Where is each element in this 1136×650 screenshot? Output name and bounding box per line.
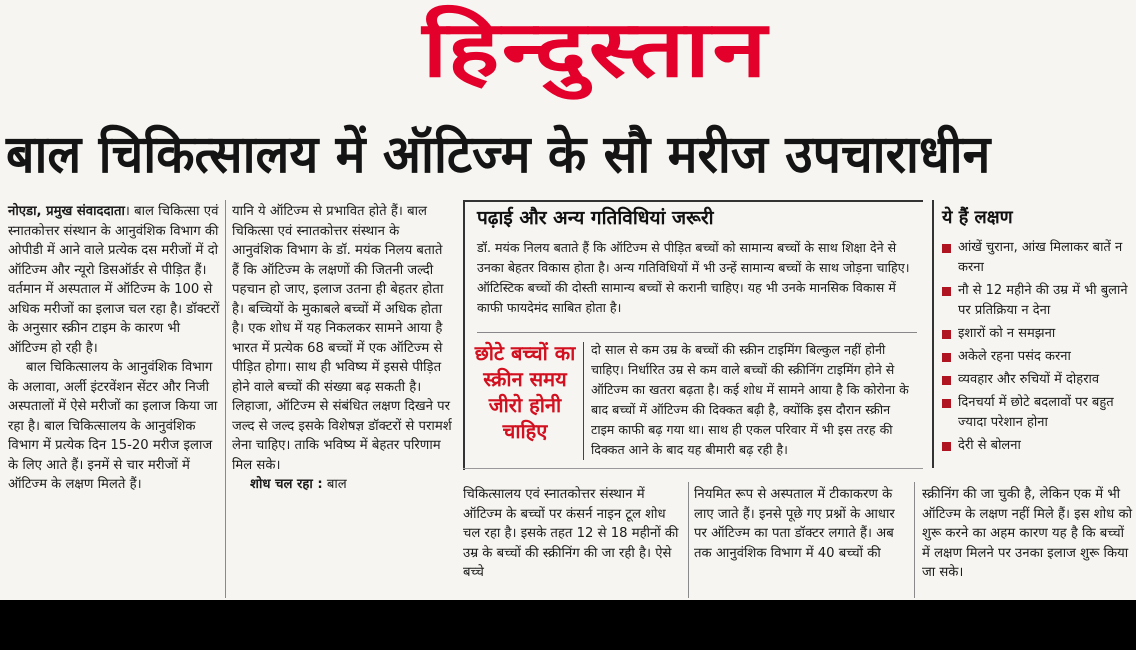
article-column-4 (694, 485, 906, 563)
screen-time-callout: छोटे बच्चों का स्क्रीन समय जीरो होनी चाहिए (474, 341, 576, 443)
column-divider (225, 200, 226, 598)
symptoms-left-rule (932, 200, 934, 468)
symptom-item (942, 238, 1130, 278)
panel-divider (477, 332, 917, 333)
symptom-text: दिनचर्या में छोटे बदलावों पर बहुत ज्यादा परेशान होना (958, 395, 1114, 430)
symptom-item (942, 281, 1130, 321)
column-4-text: नियमित रूप से अस्पताल में टीकाकरण के लाए जाते हैं। इनसे पूछे गए प्रश्नों के आधार पर ऑटिज्म का पता डॉक्टर लगाते हैं। अब तक आनुवंशिक विभाग में 40 बच्चों की (694, 487, 895, 561)
column-divider (914, 482, 915, 598)
square-bullet-icon (942, 353, 951, 362)
square-bullet-icon (942, 287, 951, 296)
symptoms-box (932, 200, 1132, 468)
symptom-item (942, 436, 1130, 456)
symptom-item (942, 393, 1130, 433)
article-column-5 (922, 485, 1132, 583)
masthead-logo: हिन्दुस्तान (422, 5, 770, 95)
panel-title: पढ़ाई और अन्य गतिविधियां जरूरी (477, 207, 714, 229)
symptom-text: देरी से बोलना (958, 438, 1021, 453)
education-panel (463, 200, 923, 470)
symptom-text: अकेले रहना पसंद करना (958, 349, 1071, 364)
symptom-text: व्यवहार और रुचियों में दोहराव (958, 372, 1100, 387)
panel-bottom-rule (463, 468, 923, 469)
masthead (0, 0, 1136, 108)
symptom-item (942, 324, 1130, 344)
column-1-lead-text: । बाल चिकित्सा एवं स्नातकोत्तर संस्थान के आनुवंशिक विभाग की ओपीडी में आने वाले प्रत्येक दस मरीजों में दो ऑटिज्म और न्यूरो डिसऑर्डर से पीड़ित हैं। वर्तमान में अस्पताल में ऑटिज्म के 100 से अधिक मरीजों का इलाज चल रहा है। डॉक्टरों के अनुसार स्क्रीन टाइम के कारण भी ऑटिज्म हो रही है। (8, 204, 220, 356)
square-bullet-icon (942, 244, 951, 253)
article-column-2 (232, 202, 452, 495)
symptom-text: इशारों को न समझना (958, 326, 1056, 341)
symptom-text: नौ से 12 महीने की उम्र में भी बुलाने पर प्रतिक्रिया न देना (958, 283, 1128, 318)
square-bullet-icon (942, 376, 951, 385)
panel-top-rule (463, 200, 923, 202)
symptom-item (942, 347, 1130, 367)
subhead-research: शोध चल रहा : (250, 477, 323, 492)
article-headline: बाल चिकित्सालय में ऑटिज्म के सौ मरीज उपचाराधीन (6, 125, 991, 185)
square-bullet-icon (942, 399, 951, 408)
symptom-text: आंखें चुराना, आंख मिलाकर बातें न करना (958, 240, 1123, 275)
panel-left-rule (463, 200, 465, 470)
column-1-paragraph-1 (8, 202, 221, 358)
column-divider (688, 482, 689, 598)
panel-body: दो साल से कम उम्र के बच्चों की स्क्रीन टाइमिंग बिल्कुल नहीं होनी चाहिए। निर्धारित उम्र से कम वाले बच्चों की स्क्रीनिंग टाइमिंग होने से ऑटिज्म का खतरा बढ़ता है। कई शोध में सामने आया है कि कोरोना के बाद बच्चों में ऑटिज्म की दिक्कत बढ़ी है, क्योंकि इस दौरान स्क्रीन टाइम काफी बढ़ गया था। साथ ही एकल परिवार में भी इस तरह की दिक्कत आने के बाद यह बीमारी बढ़ रही है। (591, 342, 909, 457)
column-2-subhead-text: बाल (322, 477, 347, 492)
column-2-paragraph-1: यानि ये ऑटिज्म से प्रभावित होते हैं। बाल चिकित्सा एवं स्नातकोत्तर संस्थान के आनुवंशिक विभाग के डॉ. मयंक निलय बताते हैं कि ऑटिज्म के लक्षणों की जितनी जल्दी पहचान हो जाए, इलाज उतना ही बेहतर होता है। बच्चियों के मुकाबले बच्चों में अधिक होता है। एक शोध में यह निकलकर सामने आया है भारत में प्रत्येक 68 बच्चों में एक ऑटिज्म से पीड़ित होगा। साथ ही भविष्य में इससे पीड़ित होने वाले बच्चों की संख्या बढ़ सकती है। लिहाजा, ऑटिज्म से संबंधित लक्षण दिखने पर जल्द से जल्द इसके विशेषज्ञ डॉक्टरों से परामर्श लेना चाहिए। ताकि भविष्य में बेहतर परिणाम मिल सके। (232, 204, 452, 473)
callout-divider (583, 342, 584, 460)
column-3-text: चिकित्सालय एवं स्नातकोत्तर संस्थान में ऑटिज्म के बच्चों पर कंसर्न नाइन टूल शोध चल रहा है। इसके तहत 12 से 18 महीनों की उम्र के बच्चों की स्क्रीनिंग की जा रही है। ऐसे बच्चे (463, 487, 679, 580)
article-column-3 (463, 485, 683, 583)
dateline: नोएडा, प्रमुख संवाददाता (8, 204, 125, 219)
panel-intro: डॉ. मयंक निलय बताते हैं कि ऑटिज्म से पीड़ित बच्चों को सामान्य बच्चों के साथ शिक्षा देने से उनका बेहतर विकास होता है। अन्य गतिविधियों में भी उन्हें सामान्य बच्चों के साथ जोड़ना चाहिए। ऑटिस्टिक बच्चों की दोस्ती सामान्य बच्चों से करानी चाहिए। यह भी उनके मानसिक विकास में काफी फायदेमंद साबित होता है। (477, 240, 910, 315)
symptom-item (942, 370, 1130, 390)
article-column-1 (8, 202, 221, 495)
square-bullet-icon (942, 330, 951, 339)
symptoms-title: ये हैं लक्षण (942, 207, 1013, 228)
square-bullet-icon (942, 442, 951, 451)
column-2-paragraph-2 (232, 475, 452, 495)
column-1-paragraph-2: बाल चिकित्सालय के आनुवंशिक विभाग के अलावा, अर्ली इंटरवेंशन सेंटर और निजी अस्पतालों में ऐसे मरीजों का इलाज किया जा रहा है। बाल चिकित्सालय के आनुवंशिक विभाग में प्रत्येक दिन 15-20 मरीज इलाज के लिए आते हैं। इनमें से चार मरीजों में ऑटिज्म के लक्षण मिलते हैं। (8, 360, 218, 492)
symptoms-list (942, 238, 1130, 459)
column-5-text: स्क्रीनिंग की जा चुकी है, लेकिन एक में भी ऑटिज्म के लक्षण नहीं मिले हैं। इस शोध को शुरू करने का अहम कारण यह है कि बच्चों में लक्षण मिलने पर उनका इलाज शुरू किया जा सके। (922, 487, 1132, 580)
